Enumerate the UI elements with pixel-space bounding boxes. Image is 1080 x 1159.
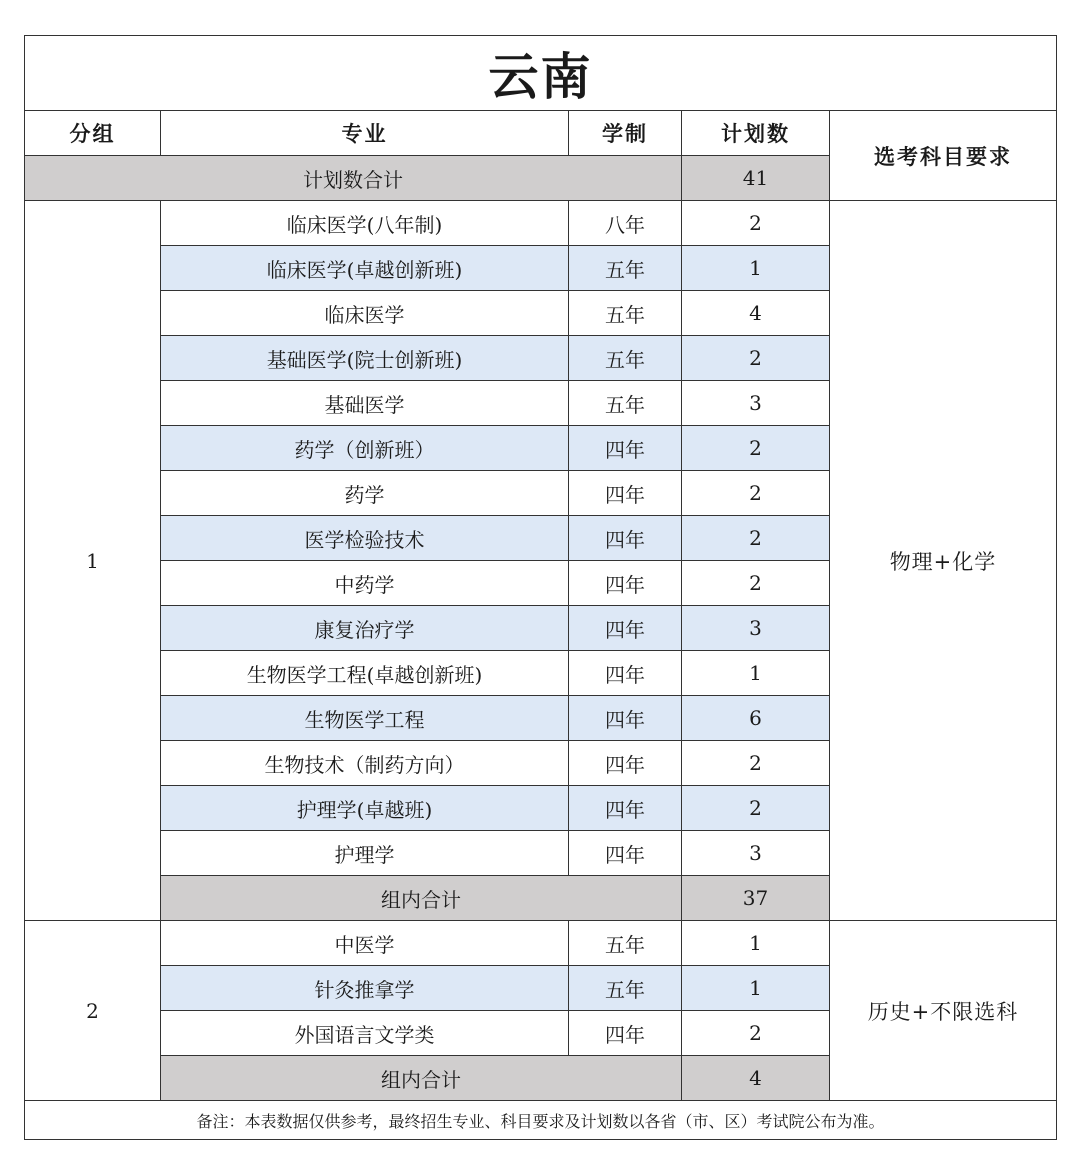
header-duration: 学制 bbox=[569, 111, 682, 156]
header-major: 专业 bbox=[161, 111, 569, 156]
major-cell: 中药学 bbox=[161, 561, 569, 606]
footnote: 备注：本表数据仅供参考，最终招生专业、科目要求及计划数以各省（市、区）考试院公布为准。 bbox=[25, 1101, 1057, 1140]
duration-cell: 五年 bbox=[569, 336, 682, 381]
duration-cell: 四年 bbox=[569, 786, 682, 831]
duration-cell: 四年 bbox=[569, 696, 682, 741]
plan-cell: 3 bbox=[682, 831, 830, 876]
plan-cell: 2 bbox=[682, 561, 830, 606]
plan-cell: 1 bbox=[682, 966, 830, 1011]
duration-cell: 五年 bbox=[569, 246, 682, 291]
duration-cell: 四年 bbox=[569, 471, 682, 516]
major-cell: 护理学(卓越班) bbox=[161, 786, 569, 831]
table-row bbox=[25, 921, 1057, 966]
subtotal-value: 4 bbox=[682, 1056, 830, 1101]
duration-cell: 四年 bbox=[569, 651, 682, 696]
major-cell: 针灸推拿学 bbox=[161, 966, 569, 1011]
plan-cell: 6 bbox=[682, 696, 830, 741]
plan-cell: 2 bbox=[682, 336, 830, 381]
total-label: 计划数合计 bbox=[25, 156, 682, 201]
note-row bbox=[25, 1101, 1057, 1140]
plan-cell: 2 bbox=[682, 201, 830, 246]
page-title: 云南 bbox=[25, 36, 1057, 111]
title-row bbox=[25, 36, 1057, 111]
plan-cell: 4 bbox=[682, 291, 830, 336]
major-cell: 生物技术（制药方向） bbox=[161, 741, 569, 786]
duration-cell: 五年 bbox=[569, 966, 682, 1011]
header-plan: 计划数 bbox=[682, 111, 830, 156]
duration-cell: 四年 bbox=[569, 1011, 682, 1056]
subject-requirement: 物理+化学 bbox=[830, 201, 1057, 921]
plan-cell: 1 bbox=[682, 921, 830, 966]
major-cell: 外国语言文学类 bbox=[161, 1011, 569, 1056]
admission-plan-table bbox=[24, 35, 1057, 1140]
table-row bbox=[25, 201, 1057, 246]
plan-cell: 2 bbox=[682, 516, 830, 561]
major-cell: 临床医学(八年制) bbox=[161, 201, 569, 246]
duration-cell: 四年 bbox=[569, 606, 682, 651]
subtotal-value: 37 bbox=[682, 876, 830, 921]
group-id: 2 bbox=[25, 921, 161, 1101]
total-value: 41 bbox=[682, 156, 830, 201]
header-requirement: 选考科目要求 bbox=[830, 111, 1057, 201]
plan-cell: 2 bbox=[682, 786, 830, 831]
plan-cell: 1 bbox=[682, 246, 830, 291]
duration-cell: 五年 bbox=[569, 291, 682, 336]
major-cell: 临床医学(卓越创新班) bbox=[161, 246, 569, 291]
plan-cell: 3 bbox=[682, 606, 830, 651]
plan-cell: 1 bbox=[682, 651, 830, 696]
major-cell: 药学 bbox=[161, 471, 569, 516]
group-id: 1 bbox=[25, 201, 161, 921]
header-row bbox=[25, 111, 1057, 156]
duration-cell: 八年 bbox=[569, 201, 682, 246]
major-cell: 康复治疗学 bbox=[161, 606, 569, 651]
major-cell: 医学检验技术 bbox=[161, 516, 569, 561]
major-cell: 生物医学工程(卓越创新班) bbox=[161, 651, 569, 696]
duration-cell: 四年 bbox=[569, 831, 682, 876]
major-cell: 基础医学(院士创新班) bbox=[161, 336, 569, 381]
header-group: 分组 bbox=[25, 111, 161, 156]
major-cell: 基础医学 bbox=[161, 381, 569, 426]
major-cell: 临床医学 bbox=[161, 291, 569, 336]
duration-cell: 四年 bbox=[569, 561, 682, 606]
duration-cell: 四年 bbox=[569, 426, 682, 471]
duration-cell: 五年 bbox=[569, 921, 682, 966]
duration-cell: 四年 bbox=[569, 516, 682, 561]
groups-body bbox=[25, 201, 1057, 1101]
major-cell: 护理学 bbox=[161, 831, 569, 876]
plan-cell: 3 bbox=[682, 381, 830, 426]
duration-cell: 五年 bbox=[569, 381, 682, 426]
plan-cell: 2 bbox=[682, 741, 830, 786]
plan-cell: 2 bbox=[682, 426, 830, 471]
subtotal-label: 组内合计 bbox=[161, 876, 682, 921]
subject-requirement: 历史+不限选科 bbox=[830, 921, 1057, 1101]
plan-cell: 2 bbox=[682, 471, 830, 516]
duration-cell: 四年 bbox=[569, 741, 682, 786]
major-cell: 药学（创新班） bbox=[161, 426, 569, 471]
subtotal-label: 组内合计 bbox=[161, 1056, 682, 1101]
plan-cell: 2 bbox=[682, 1011, 830, 1056]
major-cell: 中医学 bbox=[161, 921, 569, 966]
major-cell: 生物医学工程 bbox=[161, 696, 569, 741]
